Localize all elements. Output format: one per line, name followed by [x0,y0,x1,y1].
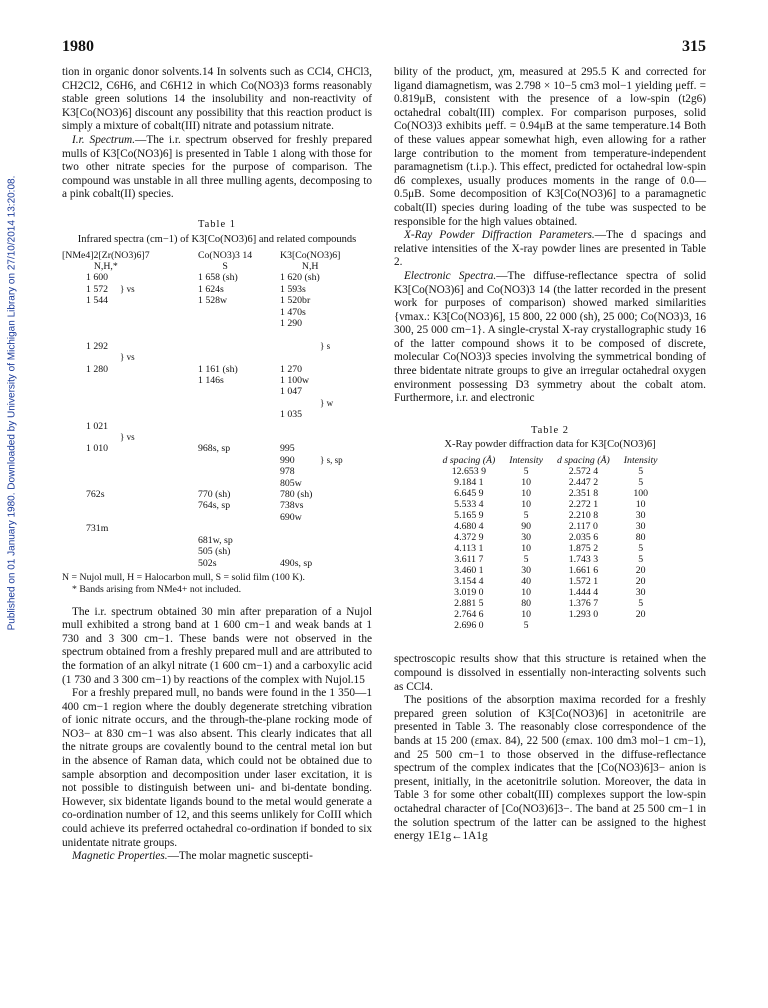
table1-cell [86,375,150,386]
table1-cell [86,500,150,511]
table2-cell: 1.444 4 [568,587,599,599]
table1-cell: 1 161 (sh) [198,363,238,375]
table2-cell: 30 [635,587,646,599]
table1-cell: 1 146s [198,375,224,386]
table1-col3-head: K3[Co(NO3)6] [280,249,341,261]
table1-brace-mark: } s [320,340,331,351]
table1-cell [198,455,252,466]
table1-cell [280,352,340,363]
table1-cell: 690w [280,511,302,523]
table2-header-row [435,455,664,466]
table2-cell: 2.572 4 [568,466,599,478]
table2-header-cell: d spacing (Å) [442,455,496,467]
table2-cell: 4.372 9 [454,532,484,544]
table2-cell [550,620,617,631]
table1-cell [198,523,252,534]
table2-cell: 1.293 0 [568,609,599,621]
table-row [435,543,664,554]
table1-cell [280,341,340,352]
table2-cell: 3.460 1 [454,565,484,577]
table2-cell [617,620,665,631]
left-paragraph-5-text: —The molar magnetic suscepti- [167,850,313,863]
table2-cell: 5 [638,543,644,555]
table-row [435,620,664,631]
table2-cell: 5 [523,510,529,522]
table1-cell [198,478,252,489]
table2-cell: 3.154 4 [454,576,484,588]
table-row [435,587,664,598]
table1-col1-head: [NMe4]2[Zr(NO3)6]7 [62,249,150,261]
sidebar-download-note [4,168,20,638]
table1-cell [86,535,150,546]
right-paragraph-1: bility of the product, χm, measured at 295.5 K and corrected for ligand diamagnetism, was 2.798 × 10−5 cm3 mol−1 yielding μeff. = 0.819μB, consistent with the presence of a low-spin (t2g6) octahedral cobalt(III) complex. For comparison purposes, solid Co(NO3)3 exhibits μeff. = 0.94μB at the same temperature.14 Both of these values appear somewhat high, even allowing for a rather large contribution to the moment from temperature-independent paramagnetism (t.i.p.). This effect, predicted for octahedral low-spin d6 complexes, usually produces moments in the range of 0.0—0.5μB. Some decomposition of K3[Co(NO3)6] to a paramagnetic cobalt(II) species during loading of the tube was suspected to be responsible for the high values obtained. [394,66,706,228]
table1-cell [86,455,150,466]
table2-cell: 10 [521,543,532,555]
table1-cell: 1 624s [198,283,224,295]
table1-cell [198,432,252,443]
table1-cell [198,421,252,432]
table2 [435,455,664,631]
table1-subtitle: Infrared spectra (cm−1) of K3[Co(NO3)6] and related compounds [77,233,357,245]
left-paragraph-4: For a freshly prepared mull, no bands were found in the 1 350—1 400 cm−1 region where the doubly degenerate stretching vibration of ionic nitrate occurs, and the through-the-plane rocking mode of NO3− at 830 cm−1 was also absent. This clearly indicates that all the nitrate groups are covalently bound to the central metal ion but in the absence of Raman data, which could not be obtained due to sample absorption and decomposition under laser excitation, it is not possible to distinguish between uni- and bi-dentate bonding. However, six bidentate ligands bound to the metal would generate a co-ordination number of 12, and this seems unlikely for CoIII which could achieve its preferred octahedral co-ordination if bonded to six unidentate nitrate groups. [62,687,372,849]
table2-cell: 9.184 1 [454,477,484,489]
table-row [435,565,664,576]
table2-cell: 20 [635,609,646,621]
table2-cell: 5 [523,466,529,478]
table2-cell: 40 [521,576,532,588]
table1-cell [198,341,252,352]
right-paragraph-5: The positions of the absorption maxima recorded for a freshly prepared green solution of K3[Co(NO3)6] in acetonitrile are presented in Table 3. The reasonably close correspondence of the bands at 15 200 (εmax. 84), 22 500 (εmax. 100 dm3 mol−1 cm−1), and 25 500 cm−1 to those observed in the diffuse-reflectance spectrum of the complex indicates that the [Co(NO3)6]3− anion is present, initially, in the acetonitrile solution. Moreover, the data in Table 3 for some other cobalt(III) complexes support the low-spin octahedral character of [Co(NO3)6]3−. The band at 25 500 cm−1 in the solution spectrum of the latter can be assigned to the highest energy 1E1g←1A1g [394,694,706,843]
table1-cell [86,569,150,580]
table1-cell: 1 047 [280,386,303,398]
table1-cell: 762s [86,489,105,501]
table2-cell: 1.661 6 [568,565,599,577]
table2-cell: 1.376 7 [568,598,599,610]
table1-col-k3co [280,250,340,581]
table1-cell: 731m [86,523,109,535]
table1-cell [198,512,252,523]
table1-cell [280,569,340,580]
left-paragraph-1: tion in organic donor solvents.14 In solvents such as CCl4, CHCl3, CH2Cl2, C6H6, and C6H12 in which Co(NO3)3 forms reasonably stable green solutions 14 the insolubility and non-reactivity of K3[Co(NO3)6] discount any possibility that this reaction product is simply a mixture of cobalt(III) nitrate and potassium nitrate. [62,66,372,133]
table1-cell: 1 021 [86,420,109,432]
table2-cell: 5 [638,598,644,610]
right-paragraph-2 [394,229,706,270]
table1-cell: 805w [280,477,302,489]
table2-cell: 1.875 2 [568,543,599,555]
table-row [435,466,664,477]
table1-cell: 1 290 [280,317,303,329]
table2-cell: 3.611 7 [454,554,484,566]
table2-header-cell: d spacing (Å) [557,455,610,467]
left-paragraph-5 [62,850,372,864]
table1-caption: Table 1 [197,218,237,230]
table1 [62,250,372,568]
right-paragraph-3 [394,270,706,406]
left-column [62,66,372,864]
table2-caption: Table 2 [530,424,570,436]
table2-cell: 5 [638,466,644,478]
table2-cell: 6.645 9 [454,488,484,500]
right-paragraph-4: spectroscopic results show that this structure is retained when the compound is dissolved in essentially non-interacting solvents such as CCl4. [394,653,706,693]
table1-cell: 1 470s [280,306,306,318]
table1-cell [280,432,340,443]
table2-cell: 20 [635,576,646,588]
table2-cell: 2.764 6 [454,609,484,621]
table-row [435,499,664,510]
table1-cell: 780 (sh) [280,489,313,501]
table1-cell: 968s, sp [198,443,231,455]
right-paragraph-3-text: —The diffuse-reflectance spectra of solid K3[Co(NO3)6] and Co(NO3)3 14 (the latter recorded in the present work for purposes of comparison) showed marked similarities {νmax.: K3[Co(NO3)6], 15 800, 22 000 (sh), 25 000; Co(NO3)3, 16 300, 25 000 cm−1}. A single-crystal X-ray crystallographic study 16 of the latter compound shows it to be composed of discrete, molecular Co(NO3)3 species involving the symmetrical bonding of three bidentate nitrate groups to give an irregular octahedral oxygen environment possessing D3 symmetry about the cobalt atom. Furthermore, i.r. and electronic [394,269,706,405]
table1-cell: 1 620 (sh) [280,272,320,284]
table1-cell: 502s [198,557,217,569]
table1-cell [198,318,252,329]
table1-brace-mark: } s, sp [320,454,343,465]
table1-cell: 1 270 [280,363,303,375]
table2-cell: 2.881 5 [454,598,484,610]
table2-cell: 90 [521,521,532,533]
table1-cell: 995 [280,443,295,455]
table1-cell [198,307,252,318]
table2-cell: 5 [523,554,529,566]
table1-cell [86,512,150,523]
table1-cell: 1 010 [86,443,109,455]
table2-cell: 30 [635,510,646,522]
electronic-spectra-heading: Electronic Spectra. [404,269,497,282]
table1-cell [198,398,252,409]
header-page-number: 315 [682,38,706,55]
table-row [435,576,664,587]
table1-cell [280,546,340,557]
table2-cell: 5 [638,477,644,489]
table2-cell: 2.117 0 [568,521,598,533]
table1-cell [86,386,150,397]
table2-cell: 30 [521,565,532,577]
table1-cell: 990 [280,454,295,466]
table2-cell: 10 [635,499,646,511]
table1-cell: 1 520br [280,295,311,307]
table1-col3-sub: N,H [301,260,319,272]
table1-cell [86,307,150,318]
table2-cell: 2.696 0 [454,620,484,632]
table1-cell [86,546,150,557]
table2-body [435,466,664,631]
table1-cell [86,398,150,409]
table1-cell: 1 035 [280,409,303,421]
table1-cell [198,569,252,580]
table1-cell: 770 (sh) [198,489,231,501]
table1-cell [280,523,340,534]
xray-heading: X-Ray Powder Diffraction Parameters. [404,229,595,242]
table1-cell: 1 658 (sh) [198,272,238,284]
table1-cell [86,409,150,420]
table2-cell: 5.165 9 [454,510,484,522]
left-paragraph-3: The i.r. spectrum obtained 30 min after preparation of a Nujol mull exhibited a strong band at 1 600 cm−1 and weak bands at 1 730 and 3 300 cm−1. These bands were not observed in the spectrum obtained from a freshly prepared mull and are attributed to the formation of an alkyl nitrate (1 600 cm−1) and a carboxylic acid (1 730 and 3 300 cm−1) by reactions of the complex with Nujol.15 [62,605,372,686]
table2-header-cell: Intensity [623,455,658,467]
table1-brace-mark: } vs [120,431,135,442]
ir-spectrum-heading: I.r. Spectrum. [72,133,136,146]
table2-cell: 4.680 4 [454,521,484,533]
table2-cell: 4.113 1 [454,543,484,555]
table2-cell: 10 [521,499,532,511]
table1-cell [198,386,252,397]
table1-col1-sub: N,H,* [93,260,118,272]
table2-cell: 5 [638,554,644,566]
table-row [435,532,664,543]
table-row [435,598,664,609]
table2-cell: 5 [523,620,529,632]
table2-cell: 100 [633,488,649,500]
table1-col-zr [62,249,150,581]
table1-cell: 1 593s [280,283,306,295]
table1-cell [86,466,150,477]
table2-cell: 2.035 6 [568,532,599,544]
table1-brace-mark: } vs [120,283,135,294]
table-row [435,488,664,499]
table1-cell [198,352,252,363]
table-row [435,510,664,521]
table1-footnote: N = Nujol mull, H = Halocarbon mull, S = solid film (100 K). [62,571,305,583]
table2-cell: 20 [635,565,646,577]
table1-col-conitrate [198,250,252,581]
table-row [435,477,664,488]
table2-cell: 2.447 2 [568,477,599,489]
table1-brace-mark: } w [320,397,334,408]
table2-cell: 3.019 0 [454,587,484,599]
table2-cell: 12.653 9 [451,466,487,478]
table1-cell [280,535,340,546]
table1-cell [86,329,150,340]
table1-brace-mark: } vs [120,352,135,363]
table1-cell: 1 280 [86,363,109,375]
table2-cell: 10 [521,477,532,489]
table1-footnote-star: * Bands arising from NMe4+ not included. [72,583,242,595]
table2-cell: 1.572 1 [568,576,599,588]
table2-cell: 30 [635,521,646,533]
sidebar-note-text: Published on 01 January 1980. Downloaded by University of Michigan Library on 27/10/2014 13:20:08. [6,175,18,631]
table1-cell: 1 600 [86,272,109,284]
table1-cell [86,558,150,569]
table-row [435,554,664,565]
table1-cell [86,318,150,329]
table1-cell [86,478,150,489]
left-paragraph-2 [62,134,372,202]
table1-cell: 1 572 [86,283,109,295]
table1-cell: 1 100w [280,375,310,386]
table1-cell [86,352,150,363]
table1-cell [280,421,340,432]
table1-col2-head: Co(NO3)3 14 [198,249,253,261]
header-year: 1980 [62,38,94,55]
table2-cell: 10 [521,609,532,621]
table2-subtitle: X-Ray powder diffraction data for K3[Co(NO3)6] [444,439,656,451]
table1-cell: 505 (sh) [198,546,231,558]
table2-cell: 2.210 8 [568,510,599,522]
table2-cell: 2.272 1 [568,499,599,511]
table2-cell: 5.533 4 [454,499,484,511]
table1-cell [280,329,340,340]
table1-cell: 681w, sp [198,534,233,546]
table1-cell: 978 [280,466,295,478]
table1-cell: 490s, sp [280,557,313,569]
table1-cell [198,466,252,477]
table1-cell: 738vs [280,500,304,512]
table2-cell: 80 [635,532,646,544]
table1-cell: 764s, sp [198,500,231,512]
table1-col2-sub: S [222,260,228,272]
table2-cell: 1.743 3 [568,554,599,566]
table2-cell: 10 [521,587,532,599]
table1-cell [198,329,252,340]
table2-cell: 80 [521,598,532,610]
table1-cell [198,409,252,420]
table1-cell [86,432,150,443]
table-row [435,609,664,620]
table2-cell: 30 [521,532,532,544]
right-column [394,66,706,844]
table-row [435,521,664,532]
magnetic-properties-heading: Magnetic Properties. [72,850,168,863]
right-paragraph-2-text: —The d spacings and relative intensities of the X-ray powder lines are presented in Table 2. [394,229,706,269]
table2-header-cell: Intensity [509,455,543,467]
table2-cell: 10 [521,488,532,500]
table1-cell: 1 292 [86,340,109,352]
table2-cell: 2.351 8 [568,488,599,500]
left-paragraph-2-text: —The i.r. spectrum observed for freshly prepared mulls of K3[Co(NO3)6] is presented in Table 1 along with those for two other nitrate species for the purpose of comparison. The compound was unstable in all three mulling agents, decomposing to a pink cobalt(II) species. [62,133,372,201]
table1-cell: 1 528w [198,295,228,307]
table1-cell: 1 544 [86,295,109,307]
